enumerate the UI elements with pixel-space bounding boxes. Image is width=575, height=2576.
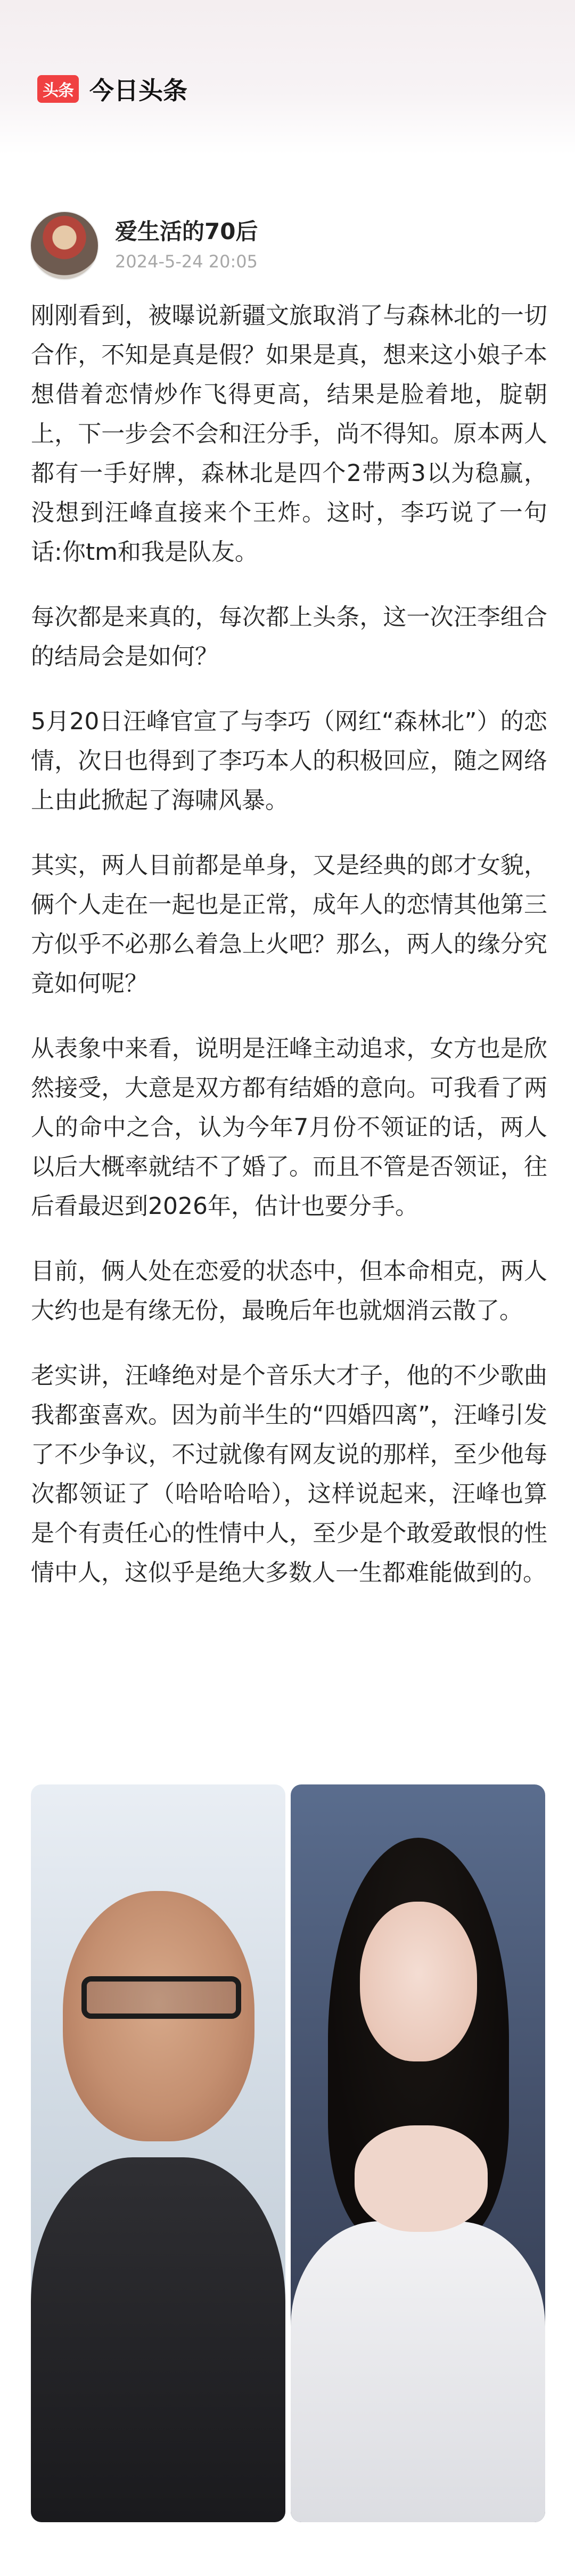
- toutiao-logo: 头条: [37, 75, 79, 103]
- author-info[interactable]: [30, 211, 258, 280]
- avatar[interactable]: [30, 211, 99, 280]
- woman-top-shape: [291, 2221, 545, 2522]
- article-image-woman[interactable]: [291, 1784, 545, 2522]
- article-paragraph: 每次都是来真的，每次都上头条，这一次汪李组合的结局会是如何？: [31, 604, 547, 670]
- publish-time: 2024-5-24 20:05: [115, 251, 258, 272]
- article-body: [31, 296, 547, 1618]
- article-paragraph: 5月20日汪峰官宣了与李巧（网红“森林北”）的恋情，次日也得到了李巧本人的积极回应，随之网络上由此掀起了海啸风暴。: [31, 708, 547, 814]
- woman-hand-shape: [355, 2125, 488, 2232]
- article-images: [31, 1784, 545, 2522]
- article-image-man[interactable]: [31, 1784, 285, 2522]
- author-name[interactable]: 爱生活的70后: [115, 218, 258, 244]
- app-name: 今日头条: [89, 76, 187, 105]
- author-meta: [115, 217, 258, 274]
- man-shirt-shape: [31, 2157, 285, 2522]
- article-paragraph: 目前，俩人处在恋爱的状态中，但本命相克，两人大约也是有缘无份，最晚后年也就烟消云散了。: [31, 1258, 547, 1324]
- article-paragraph: 老实讲，汪峰绝对是个音乐大才子，他的不少歌曲我都蛮喜欢。因为前半生的“四婚四离”，汪峰引发了不少争议，不过就像有网友说的那样，至少他每次都领证了（哈哈哈哈），这样说起来，汪峰也算是个有责任心的性情中人，至少是个敢爱敢恨的性情中人，这似乎是绝大多数人一生都难能做到的。: [31, 1362, 547, 1586]
- glasses-shape: [81, 1976, 241, 2019]
- woman-face-shape: [360, 1902, 477, 2061]
- top-banner: [0, 0, 575, 154]
- article-paragraph: 刚刚看到，被曝说新疆文旅取消了与森林北的一切合作，不知是真是假？如果是真，想来这小娘子本想借着恋情炒作飞得更高，结果是脸着地，腚朝上，下一步会不会和汪分手，尚不得知。原本两人都有一手好牌，森林北是四个2带两3以为稳赢，没想到汪峰直接来个王炸。这时，李巧说了一句话:你tm和我是队友。: [31, 302, 547, 566]
- article-paragraph: 从表象中来看，说明是汪峰主动追求，女方也是欣然接受，大意是双方都有结婚的意向。可我看了两人的命中之合，认为今年7月份不领证的话，两人以后大概率就结不了婚了。而且不管是否领证，往后看最迟到2026年，估计也要分手。: [31, 1035, 547, 1220]
- app-brand[interactable]: [37, 70, 187, 108]
- article-paragraph: 其实，两人目前都是单身，又是经典的郎才女貌，俩个人走在一起也是正常，成年人的恋情其他第三方似乎不必那么着急上火吧？那么，两人的缘分究竟如何呢？: [31, 852, 547, 997]
